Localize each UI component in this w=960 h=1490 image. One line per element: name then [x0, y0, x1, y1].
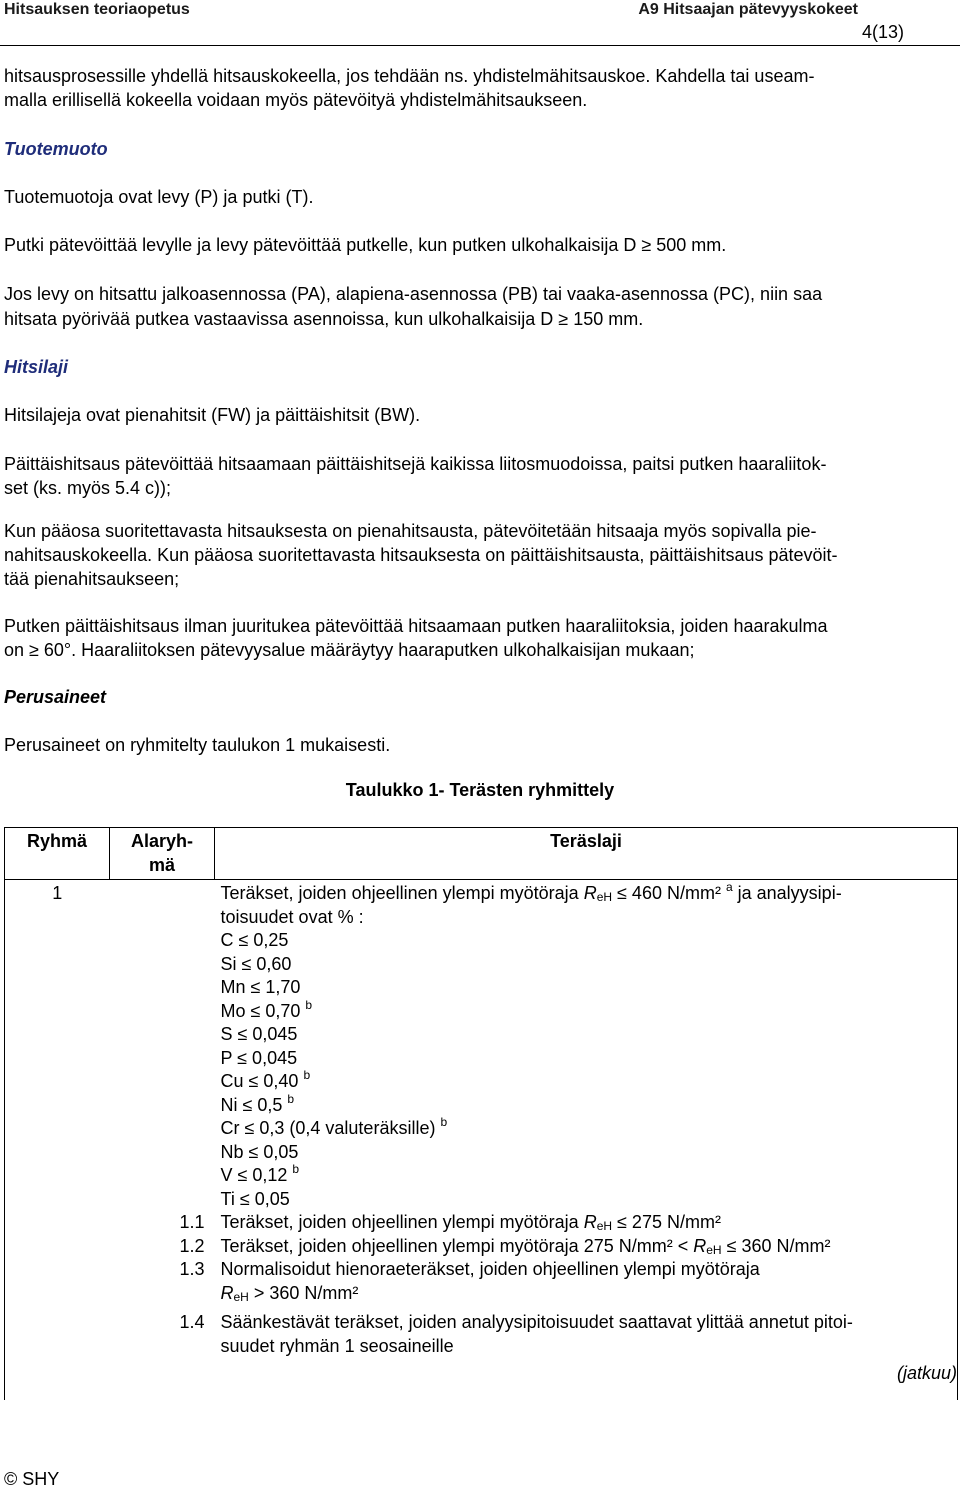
composition-c: C ≤ 0,25	[220, 930, 289, 950]
table-row	[5, 1235, 958, 1259]
table-row	[5, 1211, 958, 1235]
header-course-title: Hitsauksen teoriaopetus	[4, 1, 190, 18]
subgroup-cell	[110, 1358, 215, 1400]
composition-ti: Ti ≤ 0,05	[220, 1188, 290, 1209]
continued-note: (jatkuu)	[215, 1358, 958, 1400]
header-divider	[0, 45, 960, 46]
paragraph-intro-line2: malla erillisellä kokeella voidaan myös pätevöityä yhdistelmähitsaukseen.	[4, 90, 588, 110]
subgroup-cell: 1.3	[179, 1259, 205, 1279]
composition-cr: Cr ≤ 0,3 (0,4 valuteräksille) $^b$	[220, 1115, 448, 1138]
group1-description-line1: Teräkset, joiden ohjeellinen ylempi myötöraja $R_{eH} \le 460$ N/mm² $^a$ ja analyysipi-	[220, 880, 842, 904]
subgroup-cell	[110, 880, 215, 1212]
paragraph-paittaishitsaus-line1: Päittäishitsaus pätevöittää hitsaamaan päittäishitsejä kaikissa liitosmuodoissa, paitsi putken haaraliitok-	[4, 454, 827, 474]
paragraph-pienahitsaus-line2: nahitsauskokeella. Kun pääosa suoritettavasta hitsauksesta on päittäishitsausta, päittäishitsaus pätevöit-	[4, 545, 838, 565]
composition-s: S ≤ 0,045	[220, 1024, 298, 1044]
paragraph-haaraliitos-line2: on ≥ 60°. Haaraliitoksen pätevyysalue määräytyy haaraputken ulkohalkaisijan mukaan;	[4, 640, 695, 660]
paragraph-putki-levy: Putki pätevöittää levylle ja levy pätevöittää putkelle, kun putken ulkohalkaisija D ≥ 500 mm.	[4, 235, 727, 255]
paragraph-tuotemuodot: Tuotemuotoja ovat levy (P) ja putki (T).	[4, 187, 314, 207]
table-row	[5, 1358, 958, 1400]
group-cell	[5, 1258, 110, 1305]
header-chapter-title: A9 Hitsaajan pätevyyskokeet	[638, 1, 858, 18]
steel-grouping-table	[4, 827, 958, 1400]
paragraph-hitsilajit: Hitsilajeja ovat pienahitsit (FW) ja päittäishitsit (BW).	[4, 405, 421, 425]
table-row	[5, 1305, 958, 1358]
column-header-subgroup-line1: Alaryh-	[130, 831, 193, 851]
group-cell	[5, 1305, 110, 1358]
heading-perusaineet: Perusaineet	[4, 687, 107, 707]
composition-mn: Mn ≤ 1,70	[220, 977, 301, 997]
paragraph-paittaishitsaus-line2: set (ks. myös 5.4 c));	[4, 478, 172, 498]
composition-mo: Mo ≤ 0,70 $^b$	[220, 997, 313, 1021]
copyright-footer: © SHY	[4, 1469, 60, 1489]
subgroup-cell: 1.2	[179, 1235, 205, 1256]
paragraph-asennot-line1: Jos levy on hitsattu jalkoasennossa (PA), alapiena-asennossa (PB) tai vaaka-asennossa (PC), niin saa	[4, 284, 823, 304]
table-header-row	[5, 828, 958, 880]
column-header-steel-type: Teräslaji	[215, 828, 958, 880]
steel-type-cell: Teräkset, joiden ohjeellinen ylempi myötöraja $R_{eH} \le 275$ N/mm²	[215, 1211, 958, 1235]
composition-list	[221, 929, 958, 1211]
composition-ni: Ni ≤ 0,5 $^b$	[220, 1091, 295, 1115]
table-row	[5, 880, 958, 1212]
group-cell: 1	[5, 880, 110, 1212]
heading-hitsilaji: Hitsilaji	[4, 357, 69, 377]
column-header-subgroup-line2: mä	[148, 854, 175, 875]
paragraph-pienahitsaus-line1: Kun pääosa suoritettavasta hitsauksesta on pienahitsausta, pätevöitetään hitsaaja myös sopivalla pie-	[4, 521, 817, 541]
column-header-subgroup	[110, 828, 215, 880]
steel-type-cell: Teräkset, joiden ohjeellinen ylempi myötöraja 275 $N/mm^2 < R_{eH} \le 360$ N/mm²	[215, 1235, 958, 1259]
paragraph-pienahitsaus-line3: tää pienahitsaukseen;	[4, 569, 180, 589]
subgroup-cell: 1.4	[179, 1312, 205, 1332]
paragraph-asennot-line2: hitsata pyörivää putkea vastaavissa asennoissa, kun ulkohalkaisija D ≥ 150 mm.	[4, 309, 644, 329]
steel-type-cell	[215, 880, 958, 1212]
subgroup-cell: 1.1	[179, 1212, 205, 1232]
steel-type-cell: Säänkestävät teräkset, joiden analyysipitoisuudet saattavat ylittää annetut pitoi- suudet ryhmän 1 seosaineille	[215, 1305, 958, 1358]
paragraph-perusaineet: Perusaineet on ryhmitelty taulukon 1 mukaisesti.	[4, 735, 391, 755]
composition-nb: Nb ≤ 0,05	[220, 1141, 299, 1162]
composition-p: P ≤ 0,045	[220, 1047, 298, 1068]
group1-description-line2: toisuudet ovat % :	[220, 906, 364, 927]
paragraph-haaraliitos-line1: Putken päittäishitsaus ilman juuritukea pätevöittää hitsaamaan putken haaraliitoksia, joiden haarakulma	[4, 616, 828, 636]
paragraph-intro-line1: hitsausprosessille yhdellä hitsauskokeella, jos tehdään ns. yhdistelmähitsauskoe. Kahdella tai useam-	[4, 66, 815, 86]
table-title: Taulukko 1- Terästen ryhmittely	[345, 780, 615, 800]
table-row	[5, 1258, 958, 1305]
group-cell	[5, 1211, 110, 1235]
steel-type-cell: Normalisoidut hienoraeteräkset, joiden ohjeellinen ylempi myötöraja $R_{eH} > 360$ N/mm²	[215, 1258, 958, 1305]
column-header-group: Ryhmä	[5, 828, 110, 880]
group-cell	[5, 1358, 110, 1400]
composition-si: Si ≤ 0,60	[220, 953, 292, 974]
composition-cu: Cu ≤ 0,40 $^b$	[220, 1068, 311, 1091]
group-cell	[5, 1235, 110, 1259]
page-number: 4(13)	[861, 22, 904, 42]
composition-v: V ≤ 0,12 $^b$	[220, 1162, 300, 1185]
heading-tuotemuoto: Tuotemuoto	[4, 139, 108, 159]
